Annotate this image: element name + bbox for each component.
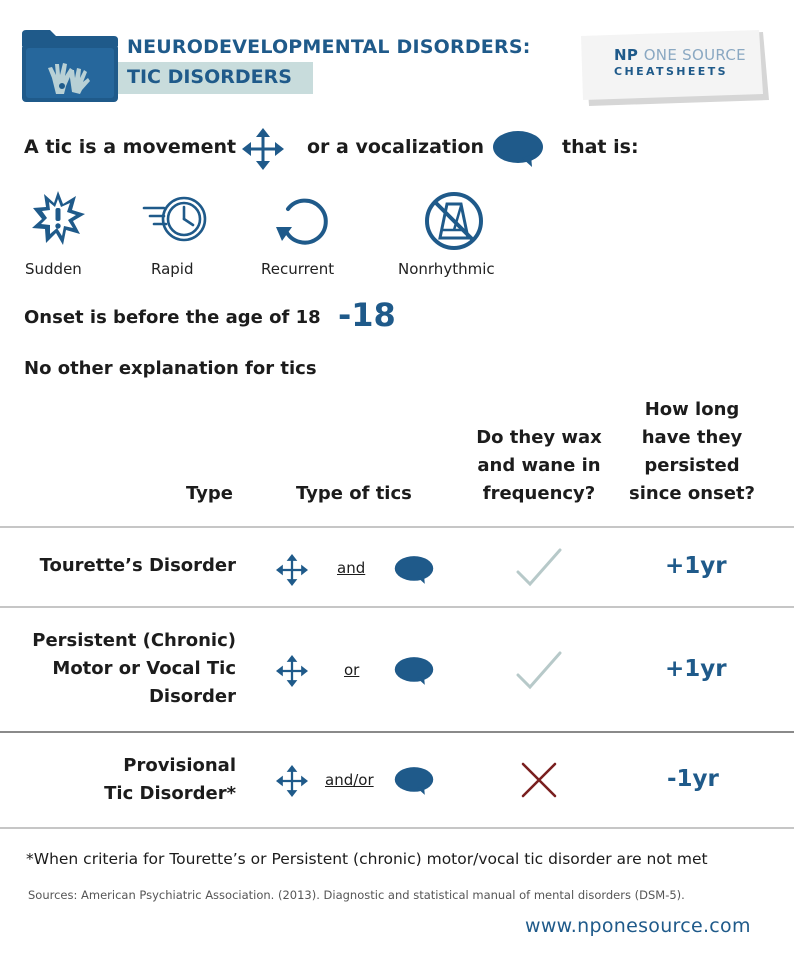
move-arrows-icon <box>276 765 308 797</box>
duration-provisional: -1yr <box>667 766 719 792</box>
feature-label-nonrhythmic: Nonrhythmic <box>398 260 495 278</box>
speech-bubble-icon <box>394 766 434 796</box>
onset-age-badge: -18 <box>338 296 396 334</box>
conjunction-and-or: and/or <box>325 771 374 789</box>
logo-subtitle: CHEATSHEETS <box>614 65 728 78</box>
conjunction-or: or <box>344 661 360 679</box>
divider <box>0 526 794 528</box>
dur-line4: since onset? <box>629 483 755 504</box>
speech-bubble-icon <box>394 656 434 686</box>
row-name-tourettes: Tourette’s Disorder <box>39 555 236 576</box>
check-icon <box>516 651 562 691</box>
logo-np: NP <box>614 46 639 64</box>
wax-line3: frequency? <box>482 483 596 504</box>
logo-brand: ONE SOURCE <box>643 46 746 64</box>
duration-persistent: +1yr <box>665 656 727 682</box>
website-link[interactable]: www.nponesource.com <box>525 915 751 937</box>
row2-line3: Disorder <box>148 686 236 707</box>
dur-line2: have they <box>641 427 743 448</box>
row-name-persistent <box>32 627 236 711</box>
wax-line1: Do they wax <box>476 427 602 448</box>
feature-label-recurrent: Recurrent <box>261 260 335 278</box>
row2-line2: Motor or Vocal Tic <box>52 658 236 679</box>
move-arrows-icon <box>276 655 308 687</box>
move-arrows-icon <box>242 128 284 170</box>
divider <box>0 827 794 829</box>
speech-bubble-icon <box>492 130 544 168</box>
conjunction-and: and <box>337 559 366 577</box>
folder-hands-icon <box>20 28 120 104</box>
move-arrows-icon <box>276 554 308 586</box>
footnote: *When criteria for Tourette’s or Persistent (chronic) motor/vocal tic disorder are not met <box>26 850 708 868</box>
check-icon <box>516 548 562 588</box>
divider <box>0 731 794 733</box>
no-explanation-text: No other explanation for tics <box>24 358 317 379</box>
row3-line1: Provisional <box>123 755 236 776</box>
speed-clock-icon <box>142 194 210 244</box>
col-header-tics: Type of tics <box>296 483 412 504</box>
intro-text-movement: A tic is a movement <box>24 136 237 158</box>
wax-line2: and wane in <box>477 455 601 476</box>
logo-text <box>614 46 746 64</box>
feature-label-sudden: Sudden <box>25 260 82 278</box>
explosion-exclamation-icon <box>30 190 86 246</box>
intro-text-that-is: that is: <box>562 136 639 158</box>
repeat-arrow-icon <box>274 195 330 247</box>
page-title-line1: NEURODEVELOPMENTAL DISORDERS: <box>127 36 531 58</box>
divider <box>0 606 794 608</box>
onset-text: Onset is before the age of 18 <box>24 307 321 328</box>
row-name-provisional <box>104 752 236 808</box>
dur-line3: persisted <box>644 455 740 476</box>
no-metronome-icon <box>423 190 485 252</box>
col-header-duration <box>626 396 758 508</box>
col-header-wax-wane <box>476 424 602 508</box>
dur-line1: How long <box>644 399 740 420</box>
row3-line2: Tic Disorder* <box>104 783 236 804</box>
intro-text-vocalization: or a vocalization <box>307 136 485 158</box>
row2-line1: Persistent (Chronic) <box>32 630 236 651</box>
speech-bubble-icon <box>394 555 434 585</box>
duration-tourettes: +1yr <box>665 553 727 579</box>
col-header-type: Type <box>186 483 233 504</box>
page-title-line2: TIC DISORDERS <box>127 66 292 88</box>
cross-icon <box>520 761 558 799</box>
feature-label-rapid: Rapid <box>151 260 194 278</box>
source-citation: Sources: American Psychiatric Association. (2013). Diagnostic and statistical manual of mental disorders (DSM-5). <box>28 888 685 902</box>
